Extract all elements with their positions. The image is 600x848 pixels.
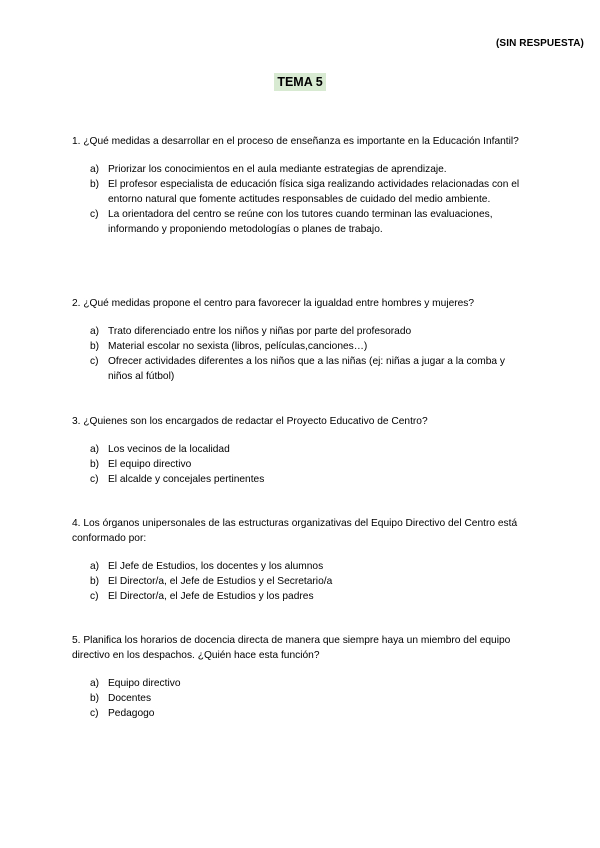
option-letter: c) — [90, 708, 99, 719]
option-a — [72, 324, 532, 339]
title-wrap — [0, 73, 600, 91]
options-list — [72, 324, 532, 384]
question-4 — [72, 516, 532, 604]
option-text: El Director/a, el Jefe de Estudios y los padres — [108, 591, 314, 602]
option-text: El Director/a, el Jefe de Estudios y el Secretario/a — [108, 576, 333, 587]
question-2 — [72, 296, 532, 384]
question-text: 2. ¿Qué medidas propone el centro para favorecer la igualdad entre hombres y mujeres? — [72, 298, 475, 309]
option-letter: a) — [90, 678, 100, 689]
option-c — [72, 207, 532, 237]
option-text: Ofrecer actividades diferentes a los niños que a las niñas (ej: niñas a jugar a la comba y niños al fútbol) — [108, 356, 505, 382]
question-text: 1. ¿Qué medidas a desarrollar en el proceso de enseñanza es importante en la Educación Infantil? — [72, 136, 519, 147]
option-b — [72, 457, 532, 472]
option-text: Pedagogo — [108, 708, 155, 719]
option-text: Priorizar los conocimientos en el aula mediante estrategias de aprendizaje. — [108, 164, 447, 175]
option-letter: b) — [90, 179, 100, 190]
options-list — [72, 559, 532, 604]
option-letter: b) — [90, 459, 100, 470]
option-text: La orientadora del centro se reúne con los tutores cuando terminan las evaluaciones, informando y proponiendo metodologías o planes de trabajo. — [108, 209, 493, 235]
page-title: TEMA 5 — [274, 73, 325, 91]
question-1 — [72, 134, 532, 237]
option-c — [72, 589, 532, 604]
option-letter: b) — [90, 693, 100, 704]
option-letter: a) — [90, 164, 100, 175]
option-text: Docentes — [108, 693, 152, 704]
option-letter: c) — [90, 209, 99, 220]
header-note: (SIN RESPUESTA) — [496, 38, 584, 49]
option-letter: a) — [90, 444, 100, 455]
question-text: 4. Los órganos unipersonales de las estructuras organizativas del Equipo Directivo del Centro está conformado por: — [72, 518, 518, 544]
question-5 — [72, 633, 532, 721]
option-letter: c) — [90, 591, 99, 602]
option-c — [72, 354, 532, 384]
option-a — [72, 442, 532, 457]
option-text: Equipo directivo — [108, 678, 181, 689]
option-letter: a) — [90, 561, 100, 572]
option-text: El alcalde y concejales pertinentes — [108, 474, 265, 485]
option-b — [72, 177, 532, 207]
option-letter: b) — [90, 576, 100, 587]
options-list — [72, 676, 532, 721]
option-a — [72, 676, 532, 691]
option-text: Trato diferenciado entre los niños y niñas por parte del profesorado — [108, 326, 412, 337]
option-letter: a) — [90, 326, 100, 337]
question-text: 5. Planifica los horarios de docencia directa de manera que siempre haya un miembro del equipo directivo en los despachos. ¿Quién hace esta función? — [72, 635, 511, 661]
option-a — [72, 162, 532, 177]
option-text: El equipo directivo — [108, 459, 192, 470]
question-text: 3. ¿Quienes son los encargados de redactar el Proyecto Educativo de Centro? — [72, 416, 428, 427]
options-list — [72, 442, 532, 487]
option-text: El Jefe de Estudios, los docentes y los alumnos — [108, 561, 324, 572]
options-list — [72, 162, 532, 237]
option-c — [72, 472, 532, 487]
option-a — [72, 559, 532, 574]
option-c — [72, 706, 532, 721]
option-letter: b) — [90, 341, 100, 352]
option-b — [72, 574, 532, 589]
option-b — [72, 691, 532, 706]
option-text: El profesor especialista de educación física siga realizando actividades relacionadas con el entorno natural que fomente actitudes responsables de cuidado del medio ambiente. — [108, 179, 520, 205]
option-text: Material escolar no sexista (libros, películas,canciones…) — [108, 341, 368, 352]
option-letter: c) — [90, 356, 99, 367]
option-letter: c) — [90, 474, 99, 485]
question-3 — [72, 414, 532, 487]
option-b — [72, 339, 532, 354]
option-text: Los vecinos de la localidad — [108, 444, 230, 455]
